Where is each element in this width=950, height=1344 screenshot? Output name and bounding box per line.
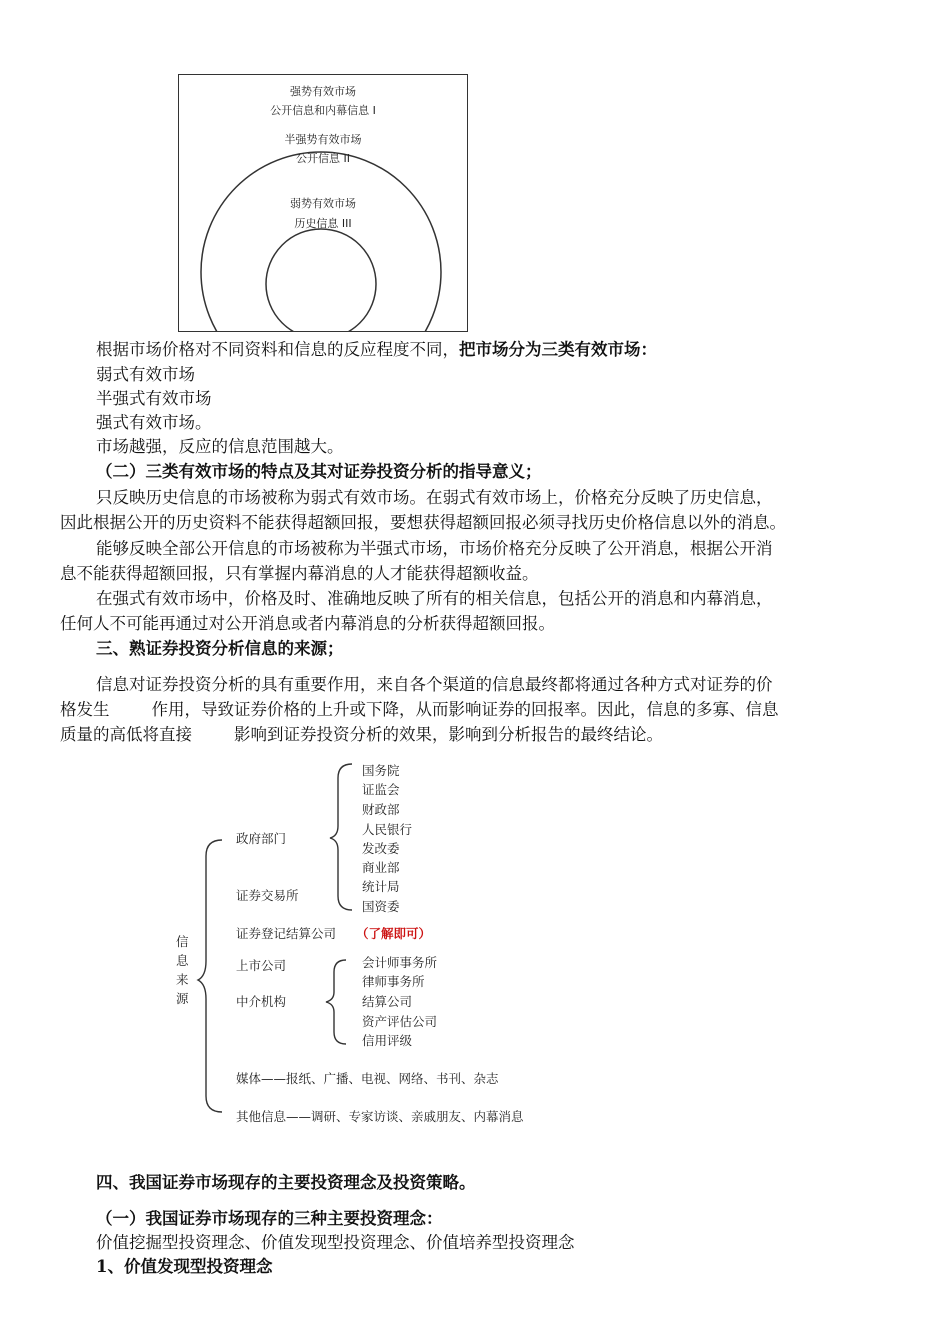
list-item: 弱式有效市场 bbox=[96, 365, 195, 384]
gov-item: 发改委 bbox=[362, 841, 400, 856]
clearing-note: （了解即可） bbox=[356, 926, 432, 941]
weak-market-info: 历史信息 III bbox=[294, 217, 352, 230]
clearing-node: 证券登记结算公司 bbox=[236, 926, 337, 941]
gov-brace bbox=[330, 764, 352, 910]
list-item: 强式有效市场。 bbox=[96, 413, 212, 432]
section3-para-line2: 格发生 作用，导致证券价格的上升或下降，从而影响证券的回报率。因此，信息的多寡、信息 bbox=[60, 700, 779, 719]
efficient-market-figure bbox=[178, 74, 468, 332]
section2-para2-line2: 息不能获得超额回报，只有掌握内幕消息的人才能获得超额收益。 bbox=[60, 564, 539, 583]
list-item: 市场越强，反应的信息范围越大。 bbox=[96, 437, 344, 456]
exchange-node: 证券交易所 bbox=[236, 888, 299, 903]
main-brace bbox=[198, 840, 222, 1112]
listed-company-node: 上市公司 bbox=[236, 958, 287, 973]
section3-heading: 三、熟证券投资分析信息的来源； bbox=[96, 639, 344, 658]
intermediary-item: 信用评级 bbox=[362, 1033, 413, 1048]
gov-item: 统计局 bbox=[362, 879, 400, 894]
info-sources-root bbox=[176, 932, 189, 1008]
gov-item: 财政部 bbox=[362, 802, 400, 817]
strong-market-info: 公开信息和内幕信息 I bbox=[270, 104, 376, 117]
section3-para-line3: 质量的高低将直接 影响到证券投资分析的效果，影响到分析报告的最终结论。 bbox=[60, 725, 663, 744]
info-sources-figure bbox=[160, 756, 600, 1128]
intermediary-item: 会计师事务所 bbox=[362, 955, 438, 970]
weak-circle bbox=[266, 229, 376, 331]
list-item: 半强式有效市场 bbox=[96, 389, 212, 408]
strong-market-title: 强势有效市场 bbox=[290, 85, 356, 98]
section3-para-line1: 信息对证券投资分析的具有重要作用，来自各个渠道的信息最终都将通过各种方式对证券的价 bbox=[96, 675, 773, 694]
intro-bold: 把市场分为三类有效市场： bbox=[459, 340, 657, 359]
gov-node: 政府部门 bbox=[236, 831, 287, 846]
semi-strong-market-info: 公开信息 II bbox=[296, 152, 350, 165]
section4-sub-heading: （一）我国证券市场现存的三种主要投资理念： bbox=[96, 1209, 443, 1228]
section2-para1-line2: 因此根据公开的历史资料不能获得超额回报，要想获得超额回报必须寻找历史价格信息以外的消息。 bbox=[60, 513, 786, 532]
root-char: 源 bbox=[176, 991, 189, 1006]
media-node: 媒体——报纸、广播、电视、网络、书刊、杂志 bbox=[236, 1071, 499, 1086]
section2-para3-line2: 任何人不可能再通过对公开消息或者内幕消息的分析获得超额回报。 bbox=[60, 614, 555, 633]
intermediary-item: 结算公司 bbox=[362, 994, 413, 1009]
intro-paragraph bbox=[96, 339, 936, 361]
weak-market-title: 弱势有效市场 bbox=[290, 197, 356, 210]
other-info-node: 其他信息——调研、专家访谈、亲戚朋友、内幕消息 bbox=[236, 1109, 524, 1124]
root-char: 信 bbox=[176, 934, 189, 949]
gov-item: 国资委 bbox=[362, 899, 400, 914]
section2-heading: （二）三类有效市场的特点及其对证券投资分析的指导意义； bbox=[96, 462, 542, 481]
gov-item: 商业部 bbox=[362, 860, 400, 875]
intermediary-item: 律师事务所 bbox=[362, 974, 425, 989]
section2-para2-line1: 能够反映全部公开信息的市场被称为半强式市场，市场价格充分反映了公开消息，根据公开消 bbox=[96, 539, 773, 558]
intermediary-node: 中介机构 bbox=[236, 994, 287, 1009]
concept-item-1: 1、价值发现型投资理念 bbox=[96, 1257, 273, 1276]
section4-heading: 四、我国证券市场现存的主要投资理念及投资策略。 bbox=[96, 1173, 476, 1192]
section2-para1-line1: 只反映历史信息的市场被称为弱式有效市场。在弱式有效市场上，价格充分反映了历史信息， bbox=[96, 488, 773, 507]
section2-para3-line1: 在强式有效市场中，价格及时、准确地反映了所有的相关信息，包括公开的消息和内幕消息， bbox=[96, 589, 773, 608]
gov-item: 人民银行 bbox=[362, 822, 413, 837]
intro-text: 根据市场价格对不同资料和信息的反应程度不同， bbox=[96, 340, 459, 359]
gov-item: 国务院 bbox=[362, 763, 400, 778]
intermediary-brace bbox=[326, 960, 346, 1044]
intermediary-item: 资产评估公司 bbox=[362, 1014, 438, 1029]
semi-strong-market-title: 半强势有效市场 bbox=[284, 133, 362, 146]
root-char: 来 bbox=[176, 972, 189, 987]
root-char: 息 bbox=[176, 953, 189, 968]
concepts-line: 价值挖掘型投资理念、价值发现型投资理念、价值培养型投资理念 bbox=[96, 1233, 575, 1252]
semi-strong-circle bbox=[201, 152, 441, 331]
gov-item: 证监会 bbox=[362, 782, 400, 797]
